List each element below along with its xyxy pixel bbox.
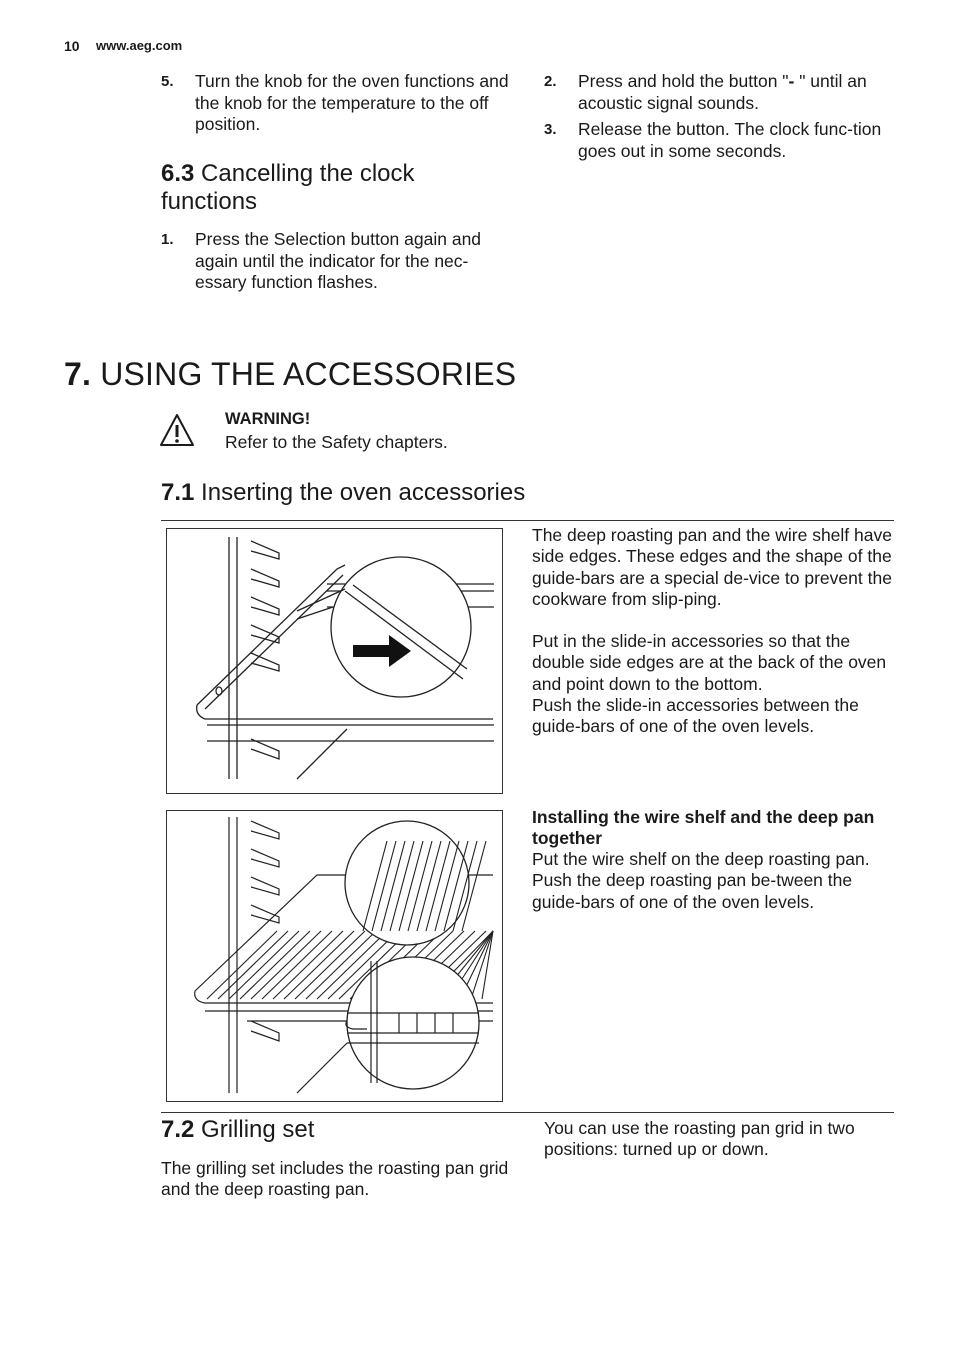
warning-triangle-icon [159,412,195,448]
step-number: 2. [544,73,557,90]
subheading-wire-shelf-pan: Installing the wire shelf and the deep pan together [532,807,875,849]
step-text: Release the button. The clock func-tion goes out in some seconds. [578,119,882,161]
list-item-step-1 [161,229,521,295]
paragraph-grilling-set: The grilling set includes the roasting pan grid and the deep roasting pan. [161,1158,509,1200]
step-text-after: " until an acoustic signal sounds. [578,71,867,113]
chapter-heading [64,356,764,392]
list-item-step-3 [544,119,894,165]
step-number: 3. [544,121,557,138]
paragraph-slide-in: Put in the slide-in accessories so that the double side edges are at the back of the oven and point down to the bottom. [532,631,887,694]
step-number: 5. [161,73,174,90]
section-title: Inserting the oven accessories [201,479,526,506]
paragraph-wire-shelf-pan: Put the wire shelf on the deep roasting pan. Push the deep roasting pan be-tween the guide-bars of one of the oven levels. [532,849,870,912]
header-url: www.aeg.com [96,38,183,53]
button-symbol: - [788,71,795,91]
section-number: 7.1 [161,479,195,506]
section-heading-7-1 [161,479,761,507]
section-heading-7-2 [161,1116,521,1144]
page-number: 10 [64,38,80,54]
section-number: 7.2 [161,1116,195,1143]
section-divider [161,1112,894,1113]
step-text-before: Press and hold the button " [578,71,789,91]
section-heading-6-3 [161,160,461,216]
step-text [578,71,890,114]
paragraph-side-edges: The deep roasting pan and the wire shelf have side edges. These edges and the shape of the guide-bars are a special de-vice to prevent the cookware from slip-ping. [532,525,892,609]
paragraph-push-accessories: Push the slide-in accessories between the guide-bars of one of the oven levels. [532,695,859,737]
step-text: Press the Selection button again and again until the indicator for the nec-essary function flashes. [195,229,482,292]
step-text: Turn the knob for the oven functions and the knob for the temperature to the off position. [195,71,509,134]
section-title: Grilling set [201,1116,315,1143]
list-item-step-2 [544,71,894,117]
step-number: 1. [161,231,174,248]
chapter-number: 7. [64,356,92,392]
section-title: Cancelling the clock functions [161,160,415,215]
figure-wire-shelf-and-pan [166,810,503,1102]
paragraph-grid-positions: You can use the roasting pan grid in two positions: turned up or down. [544,1118,855,1160]
section-number: 6.3 [161,160,195,187]
section-divider [161,520,894,521]
warning-text: Refer to the Safety chapters. [225,432,448,452]
figure-guide-bars-insert [166,528,503,794]
warning-title: WARNING! [225,410,311,428]
chapter-title: USING THE ACCESSORIES [100,356,517,392]
list-item-step-5 [161,71,521,137]
